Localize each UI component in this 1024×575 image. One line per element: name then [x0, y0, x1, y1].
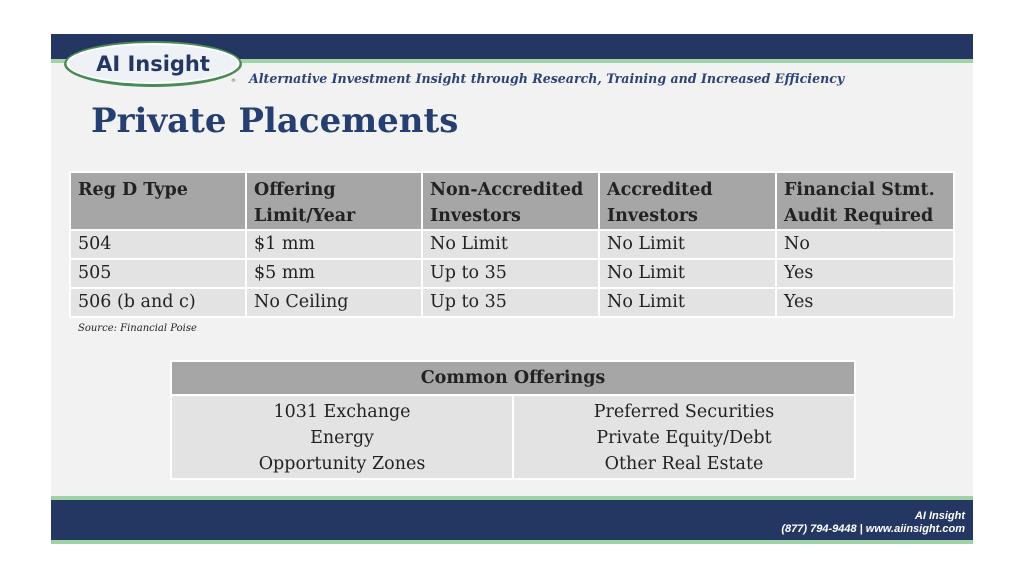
table-cell: $5 mm: [246, 259, 422, 288]
common-offerings-right-cell: [513, 395, 855, 479]
header-audit-required: Financial Stmt. Audit Required: [776, 172, 954, 230]
source-note: Source: Financial Poise: [78, 323, 197, 334]
header-non-accredited-investors: Non-Accredited Investors: [422, 172, 599, 230]
table-cell: Up to 35: [422, 259, 599, 288]
header-reg-d-type: Reg D Type: [70, 172, 246, 230]
table-cell: No Limit: [599, 259, 776, 288]
table-cell: Up to 35: [422, 288, 599, 317]
list-item: Opportunity Zones: [258, 454, 426, 474]
logo-text: AI Insight: [96, 52, 210, 76]
common-offerings-table: [170, 360, 856, 480]
common-offerings-left-cell: [171, 395, 513, 479]
slide: [51, 34, 973, 544]
common-offerings-header: Common Offerings: [171, 361, 855, 395]
table-cell: $1 mm: [246, 230, 422, 259]
footer-accent-line-bottom: [51, 540, 973, 544]
table-cell: 504: [70, 230, 246, 259]
list-item: Energy: [310, 428, 374, 448]
table-row: [70, 259, 954, 288]
list-item: Other Real Estate: [604, 454, 764, 474]
table-header-row: [70, 172, 954, 230]
table-cell: No Limit: [422, 230, 599, 259]
tagline: Alternative Investment Insight through Research, Training and Increased Efficiency: [249, 71, 845, 86]
header-accredited-investors: Accredited Investors: [599, 172, 776, 230]
table-cell: No Ceiling: [246, 288, 422, 317]
footer-company-name: AI Insight: [914, 510, 965, 522]
list-item: Preferred Securities: [593, 402, 775, 422]
common-offerings-header-row: [171, 361, 855, 395]
list-item: 1031 Exchange: [273, 402, 411, 422]
table-cell: 506 (b and c): [70, 288, 246, 317]
table-row: [70, 230, 954, 259]
table-cell: No Limit: [599, 230, 776, 259]
ai-insight-logo: [62, 39, 244, 89]
table-cell: 505: [70, 259, 246, 288]
table-cell: No: [776, 230, 954, 259]
table-cell: Yes: [776, 288, 954, 317]
list-item: Private Equity/Debt: [596, 428, 772, 448]
reg-d-table: [69, 171, 955, 318]
table-cell: No Limit: [599, 288, 776, 317]
common-offerings-row: [171, 395, 855, 479]
table-row: [70, 288, 954, 317]
table-cell: Yes: [776, 259, 954, 288]
header-offering-limit: Offering Limit/Year: [246, 172, 422, 230]
page-title: Private Placements: [91, 101, 459, 141]
logo-trademark: ®: [231, 78, 236, 84]
footer-contact: (877) 794-9448 | www.aiinsight.com: [781, 523, 965, 535]
